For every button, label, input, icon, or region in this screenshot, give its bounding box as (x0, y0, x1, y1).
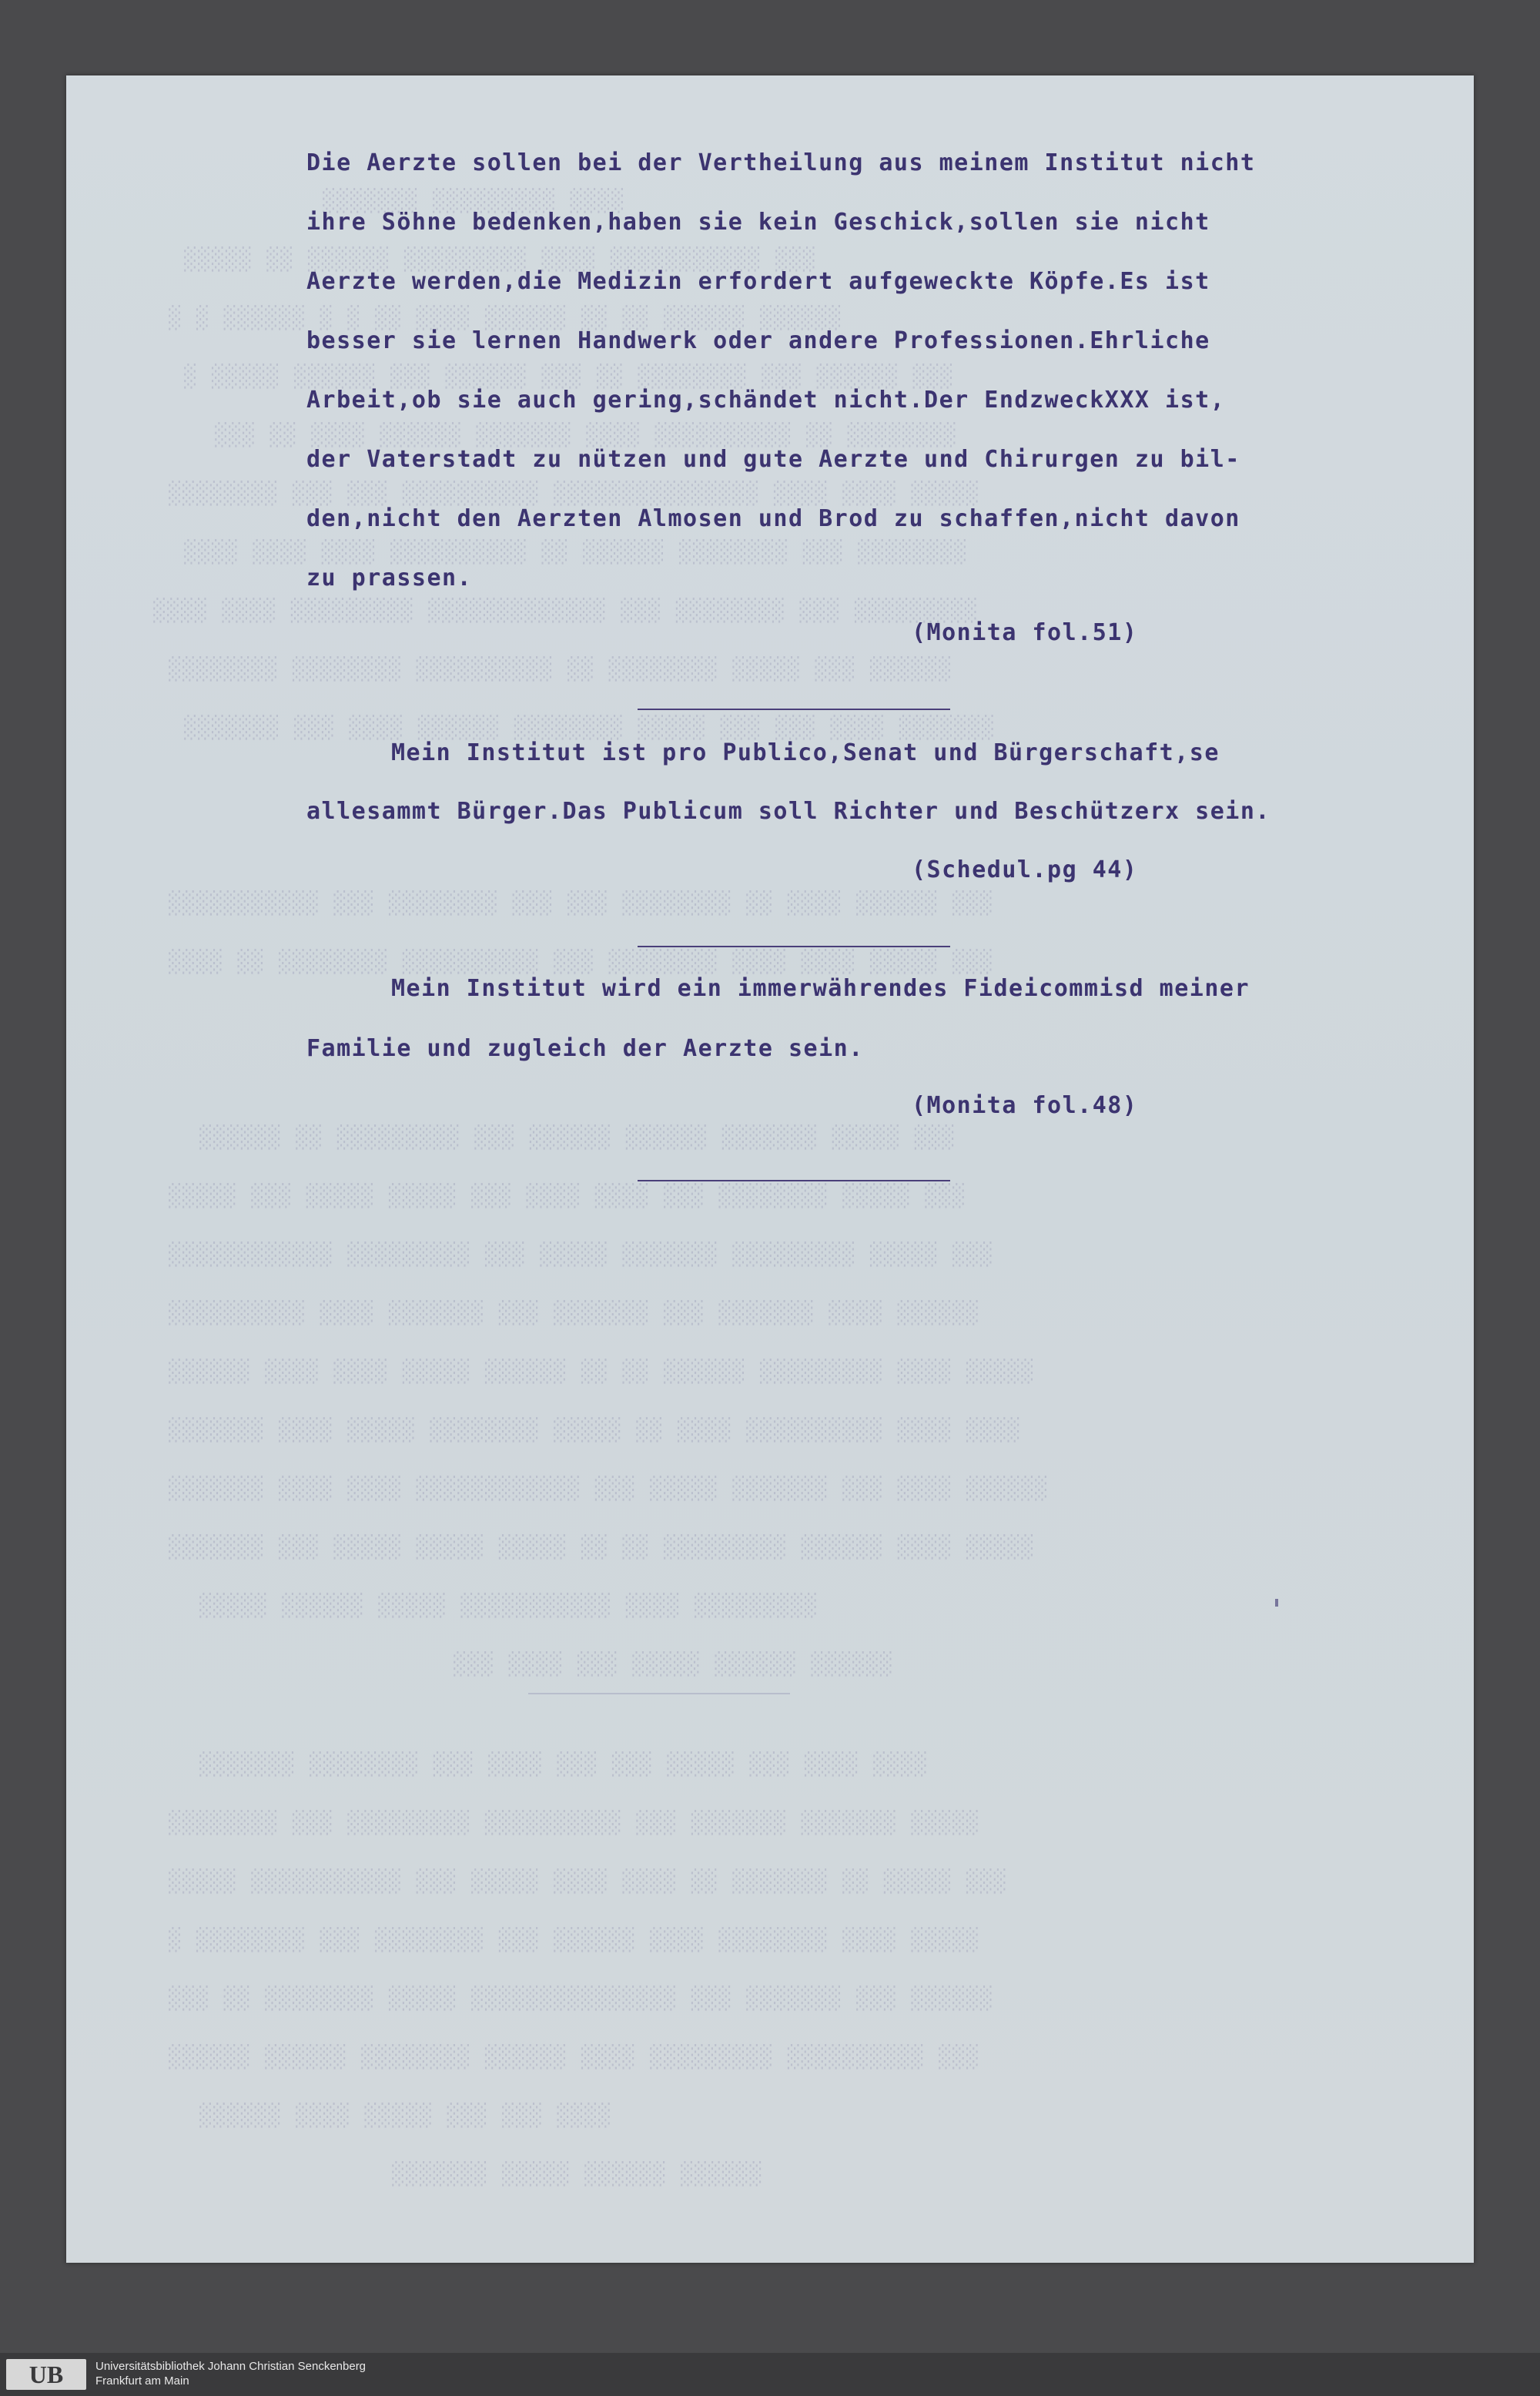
text-line: Die Aerzte sollen bei der Vertheilung aus meinem Institut nicht (306, 149, 1256, 176)
separator-rule (638, 1180, 950, 1181)
citation: (Monita fol.51) (912, 619, 1138, 646)
library-logo (6, 2359, 86, 2390)
text-line: den,nicht den Aerzten Almosen und Brod zu schaffen,nicht davon (306, 505, 1240, 532)
footer-bar (0, 2353, 1540, 2396)
text-line: besser sie lernen Handwerk oder andere Professionen.Ehrliche (306, 327, 1210, 354)
text-line: ihre Söhne bedenken,haben sie kein Geschick,sollen sie nicht (306, 209, 1210, 236)
text-line: Aerzte werden,die Medizin erfordert aufgeweckte Köpfe.Es ist (306, 268, 1210, 295)
text-line: Mein Institut wird ein immerwährendes Fideicommisd meiner (391, 975, 1250, 1002)
separator-rule (638, 946, 950, 947)
citation: (Monita fol.48) (912, 1092, 1138, 1119)
text-line: Arbeit,ob sie auch gering,schändet nicht.Der EndzweckXXX ist, (306, 387, 1226, 414)
document-page: ░░░░ ░░░░░░░░░ ░░░░░░░ ░░░ ░░░░░░░░░░░ ░░░░ ░░░░░░░░░ ░░░░░░ ░░ ░░░░░ ░░░░░░ ░░░░░░ ░░ ░░ ░░░░░░ ░░░░ ░░ ░ ░ ░░░░░░ ░ ░ ░░░ ░░░░░░ ░░░ ░░░░░░░░ ░░ ░░░ ░░░░░░ ░░░ ░░░░░░ ░░░░░ ░ ░░░░░░░░ ░░ ░░░░░░░░░░ ░░░░ ░░░░░░░ ░░░░░░ ░░░░ ░░ ░░░ ░░░░░ ░░░░ ░░░░ ░░░░░░░░░░░░░░░ ░░░░░░░░░░ ░░░ ░░░ ░░░░░░░░ ░░░░░░░░ ░░░ ░░░░░░░░ ░░░░░░ ░░ ░░░░░░░░░░ ░░░░ ░░░░ ░░░░ ░░░░░░░░░ ░░░ ░░░░░░░░ ░░░ ░░░░░░░░░░░░░ ░░░░░░░░░ ░░░░ ░░░░ ░░░░░░ ░░░ ░░░░░ ░░░░░░░░ ░░ ░░░░░░░░░░ ░░░░░░░░ ░░░░░░░░ ░░░░░░░ ░░░░ ░░░ ░░░ ░░░░░ ░░░░░░░░ ░░░░░░ ░░░░ ░░░ ░░░░░░░ ░░░ ░░░░░░ ░░░░ ░░ ░░░░░░░░ ░░░ ░░░ ░░░░░░░░ ░░░ ░░░░░░░░░░░ ░░░ ░░░░░ ░░░░ ░░░░ ░░░░░░░░ ░░░ ░░░░░░░░░░ ░░░░░░░░ ░░ ░░░░ ░░░ ░░░░░ ░░░░░░░ ░░░░░░ ░░░░░░ ░░░ ░░░░░░░░░ ░░ ░░░░░░ ░░░ ░░░░░ ░░░░░░░░ ░░░ ░░░░ ░░░░ ░░░ ░░░░░ ░░░░░ ░░░ ░░░░░ ░░░ ░░░░░ ░░░░░░░░░ ░░░░░░░ ░░░░░ ░░░ ░░░░░░░░░ ░░░░░░░░░░░░ ░░░░░░ ░░░░ ░░░░░░░ ░░░ ░░░░░░░ ░░░ ░░░░░░░ ░░░░ ░░░░░░░░░░ ░░░░░ ░░░░ ░░░░░░░░░ ░░░░░░ ░░ ░░ ░░░░░░ ░░░░░ ░░░░ ░░░░ ░░░░░░ ░░░░ ░░░░ ░░░░░░░░░░ ░░░░ ░░ ░░░░░ ░░░░░░░░ ░░░░░ ░░░░ ░░░░░░░ ░░░░░░ ░░░░ ░░░ ░░░░░░░ ░░░░░ ░░░ ░░░░░░░░░░░░ ░░░░ ░░░░ ░░░░░░░ ░░░░░ ░░░░ ░░░░░░ ░░░░░░░░░ ░░ ░░ ░░░░░ ░░░░░ ░░░░░ ░░░ ░░░░░░░ ░░░░░░░░░ ░░░░ ░░░░░░░░░░░ ░░░░░ ░░░░░░ ░░░░░ ░░░░░░ ░░░░░░ ░░░░░ ░░░ ░░░░ ░░░ ░░░░ ░░░░ ░░░ ░░░░░ ░░░ ░░░ ░░░░ ░░░ ░░░░░░░░ ░░░░░░░ ░░░░░ ░░░░░░░ ░░░░░░░ ░░░ ░░░░░░░░░░ ░░░░░░░░░ ░░░ ░░░░░░░░ ░░░ ░░░░░ ░░ ░░░░░░░ ░░ ░░░░ ░░░░ ░░░░░ ░░░ ░░░░░░░░░░░ ░░░░░ ░░░░░ ░░░░ ░░░░░░░░ ░░░░ ░░░░░░ ░░░ ░░░░░░░░ ░░░ ░░░░░░░░ ░ ░░░░░░ ░░░ ░░░░░░░ ░░░ ░░░░░░░░░░░░░░░ ░░░░░ ░░░░░░░░ ░░ ░░░ ░░░ ░░░░░░░░░░ ░░░░░░░░░ ░░░░ ░░░░░░ ░░░░░░░░ ░░░░░░ ░░░░░░ ░░░░ ░░░ ░░░ ░░░░░ ░░░░ ░░░░░░ ░░░░░░ ░░░░░░ ░░░░░ ░░░░░░░ Die Aerzte sollen bei der Vertheilung aus meinem Institut nicht ihre Söhne bedenken,haben sie kein Geschick,sollen sie nicht Aerzte werden,die Medizin erfordert aufgeweckte Köpfe.Es ist besser sie lernen Handwerk oder andere Professionen.Ehrliche Arbeit,ob sie auch gering,schändet nicht.Der EndzweckXXX ist, der Vaterstadt zu nützen und gute Aerzte und Chirurgen zu bil- den,nicht den Aerzten Almosen und Brod zu schaffen,nicht davon zu prassen. (Monita fol.51) Mein Institut ist pro Publico,Senat und Bürgerschaft,se allesammt Bürger.Das Publicum soll Richter und Beschützerx sein. (Schedul.pg 44) Mein Institut wird ein immerwährendes Fideicommisd meiner Familie und zugleich der Aerzte sein. (Monita fol.48) (66, 75, 1474, 2263)
ink-speck (1275, 1599, 1278, 1607)
logo-text: UB (28, 2361, 64, 2388)
text-line: der Vaterstadt zu nützen und gute Aerzte und Chirurgen zu bil- (306, 446, 1240, 473)
citation: (Schedul.pg 44) (912, 856, 1138, 883)
footer-city: Frankfurt am Main (95, 2374, 189, 2388)
text-line: zu prassen. (306, 565, 473, 591)
separator-rule (638, 709, 950, 710)
text-line: allesammt Bürger.Das Publicum soll Richter und Beschützerx sein. (306, 798, 1270, 825)
text-line: Mein Institut ist pro Publico,Senat und Bürgerschaft,se (391, 739, 1220, 766)
text-line: Familie und zugleich der Aerzte sein. (306, 1035, 864, 1062)
footer-institution: Universitätsbibliothek Johann Christian Senckenberg (95, 2360, 367, 2373)
